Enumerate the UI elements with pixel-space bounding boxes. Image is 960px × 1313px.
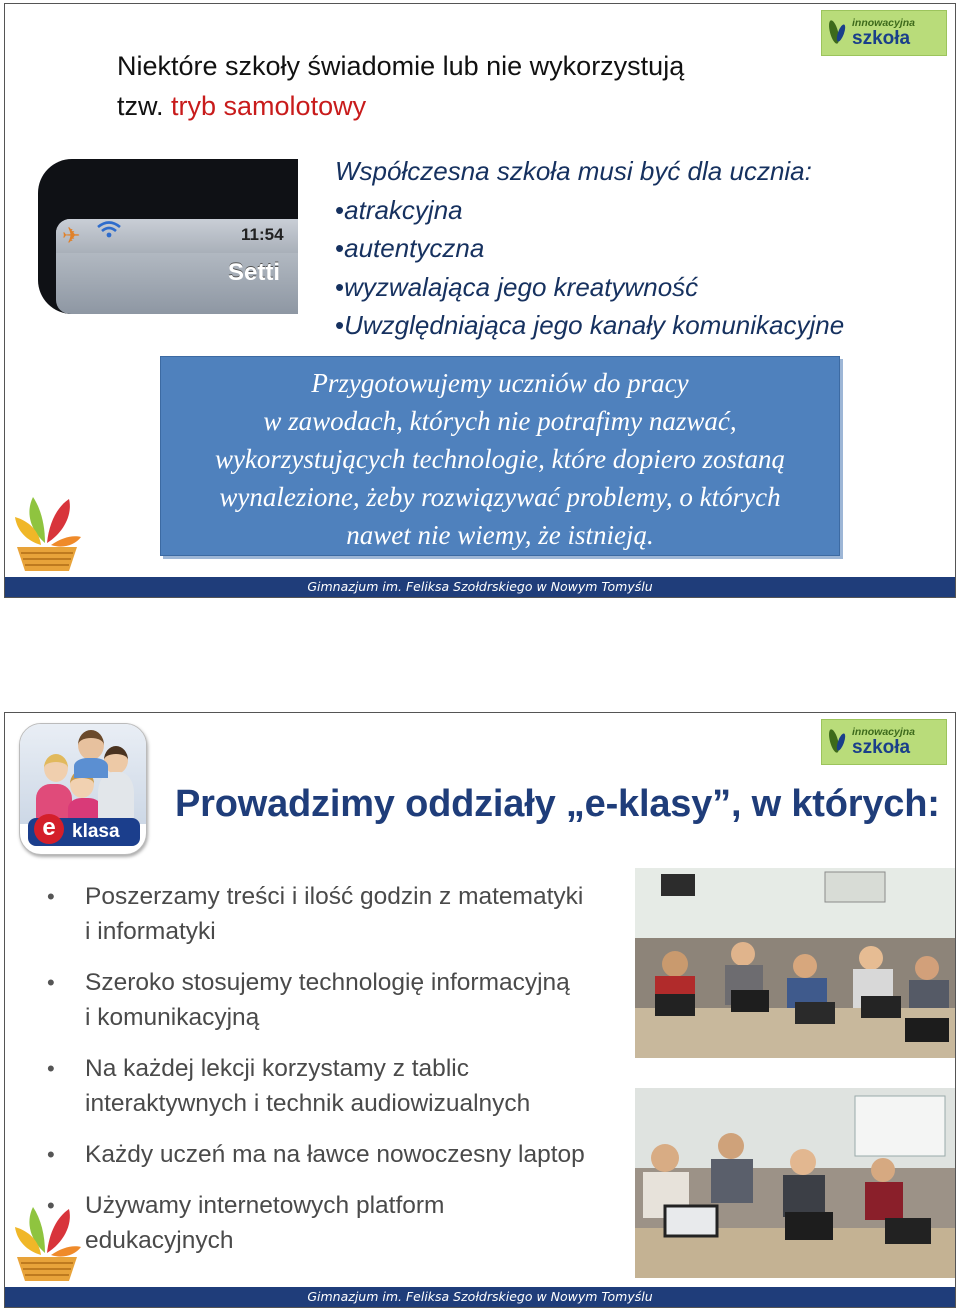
slide1-title-line1: Niektóre szkoły świadomie lub nie wykorzystują [117,51,685,81]
slide2-title: Prowadzimy oddziały „e-klasy”, w których: [175,783,940,825]
slide1-title-line2 [117,86,767,126]
logo-bottom-text: szkoła [852,736,911,758]
list-item [45,1051,625,1121]
slide1-title-prefix: tzw. [117,91,172,121]
slide1-title-accent: tryb samolotowy [171,91,367,121]
e-klasa-letter: e [34,814,64,844]
logo-swirl-icon [828,727,848,757]
list-item-line: • Używamy internetowych platform [85,1192,445,1219]
student-figure-icon [44,754,68,782]
classroom-photo-1 [635,868,956,1058]
list-item [45,879,625,949]
quote-line: w zawodach, których nie potrafimy nazwać, [263,406,737,436]
quote-line: Przygotowujemy uczniów do pracy [311,368,689,398]
list-item-line: • Szeroko stosujemy technologię informacyjną [85,969,570,996]
e-klasa-label: klasa [28,818,140,846]
school-qualities-list [335,152,844,345]
list-item-line: i komunikacyjną [85,1004,260,1031]
innowacyjna-szkola-logo [821,10,947,56]
phone-settings-label: Setti [228,259,281,286]
logo-top-text: innowacyjna [852,17,916,30]
list-item-line: i informatyki [85,918,216,945]
phone-time: 11:54 [241,225,284,244]
list-item-line: edukacyjnych [85,1227,234,1254]
list-item [45,965,625,1035]
quote-box [160,356,840,556]
student-figure-icon [78,730,104,760]
slide1-title [117,46,767,126]
list-item: • Uwzględniająca jego kanały komunikacyjne [335,306,844,345]
list-item [45,1137,625,1172]
classroom-photo-2 [635,1088,956,1278]
list-item-line: interaktywnych i technik audiowizualnych [85,1090,531,1117]
slide1-footer: Gimnazjum im. Feliksa Szołdrskiego w Nowym Tomyślu [5,577,955,597]
quote-line: nawet nie wiemy, że istnieją. [346,520,654,550]
list-item-line: • Każdy uczeń ma na ławce nowoczesny laptop [85,1141,585,1168]
e-klasa-logo [19,723,147,855]
quote-line: wynalezione, żeby rozwiązywać problemy, o których [219,482,781,512]
list-item: • autentyczna [335,229,844,268]
list-item: • atrakcyjna [335,191,844,230]
wifi-icon [96,219,122,247]
list-item: • wyzwalająca jego kreatywność [335,268,844,307]
quote-line: wykorzystujących technologie, które dopiero zostaną [214,444,786,474]
list-item-line: • Poszerzamy treści i ilość godzin z matematyki [85,883,584,910]
logo-top-text: innowacyjna [852,726,916,739]
logo-bottom-text: szkoła [852,27,911,49]
list-item-line: • Na każdej lekcji korzystamy z tablic [85,1055,469,1082]
slide-2 [4,712,956,1308]
basket-logo-icon [11,1201,83,1287]
basket-logo-icon [11,491,83,577]
slide2-footer: Gimnazjum im. Feliksa Szołdrskiego w Nowym Tomyślu [5,1287,955,1307]
slide-1 [4,3,956,598]
list-item [45,1188,625,1258]
innowacyjna-szkola-logo [821,719,947,765]
airplane-icon: ✈ [62,223,81,248]
phone-airplane-mode-image [38,159,298,314]
e-klasa-features-list [45,879,625,1274]
logo-swirl-icon [828,18,848,48]
list-heading: Współczesna szkoła musi być dla ucznia: [335,156,812,186]
